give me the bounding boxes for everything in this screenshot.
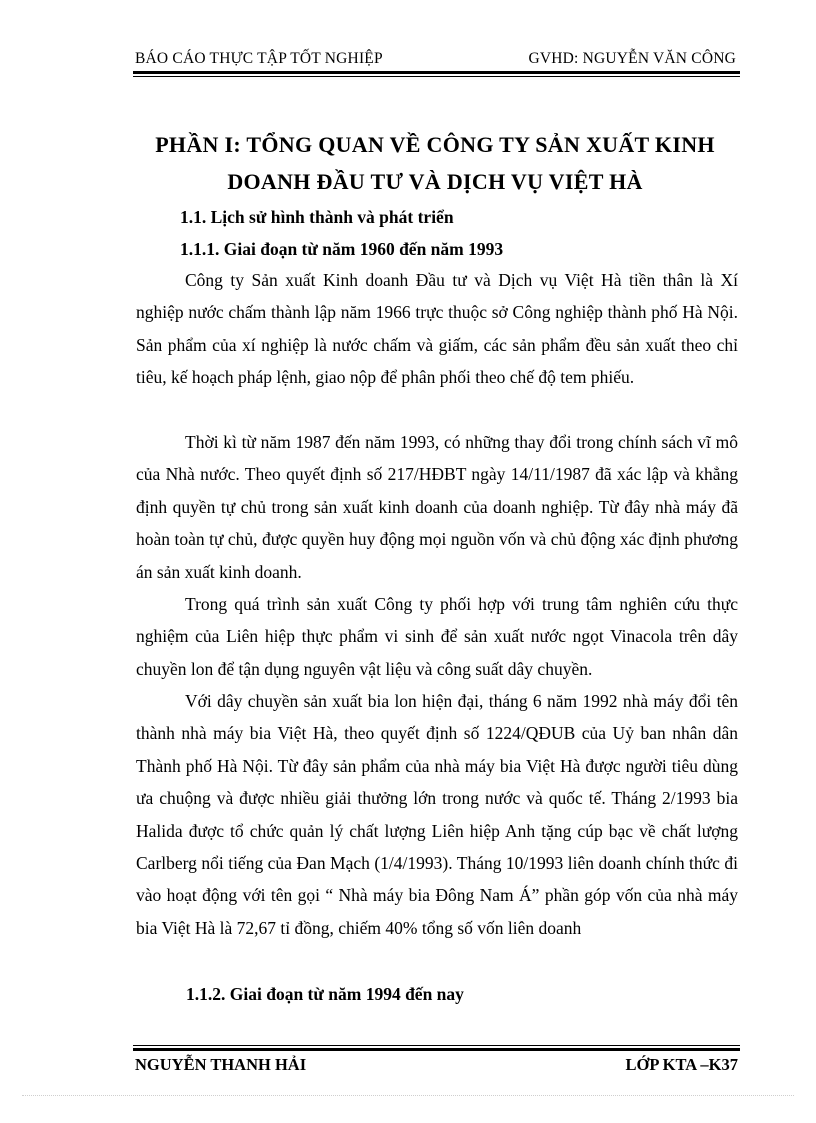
section-heading-1-1-1: 1.1.1. Giai đoạn từ năm 1960 đến năm 1993	[180, 239, 504, 259]
footer-class: LỚP KTA –K37	[625, 1055, 738, 1074]
page-footer	[135, 1055, 740, 1077]
page-bottom-dotted-line	[22, 1095, 794, 1096]
paragraph-4: Với dây chuyền sản xuất bia lon hiện đại, tháng 6 năm 1992 nhà máy đổi tên thành nhà máy bia Việt Hà, theo quyết định số 1224/QĐUB của Uỷ ban nhân dân Thành phố Hà Nội. Từ đây sản phẩm của nhà máy bia Việt Hà được người tiêu dùng ưa chuộng và được nhiều giải thưởng lớn trong nước và quốc tế. Tháng 2/1993 bia Halida được tổ chức quản lý chất lượng Liên hiệp Anh tặng cúp bạc về chất lượng Carlberg nổi tiếng của Đan Mạch (1/4/1993). Tháng 10/1993 liên doanh chính thức đi vào hoạt động với tên gọi “ Nhà máy bia Đông Nam Á” phần góp vốn của nhà máy bia Việt Hà là 72,67 tỉ đồng, chiếm 40% tổng số vốn liên doanh	[136, 691, 738, 938]
section-heading-1-1: 1.1. Lịch sử hình thành và phát triển	[180, 207, 454, 227]
section-heading-1-1-2: 1.1.2. Giai đoạn từ năm 1994 đến nay	[186, 984, 464, 1004]
header-rule-thin	[133, 76, 740, 77]
footer-rule-thick	[133, 1048, 740, 1051]
header-supervisor: GVHD: NGUYỄN VĂN CÔNG	[528, 50, 736, 67]
part-title	[120, 126, 750, 200]
part-title-line-1: PHẦN I: TỔNG QUAN VỀ CÔNG TY SẢN XUẤT KINH	[155, 132, 715, 157]
header-report-title: BÁO CÁO THỰC TẬP TỐT NGHIỆP	[135, 50, 383, 67]
paragraph-3: Trong quá trình sản xuất Công ty phối hợp với trung tâm nghiên cứu thực nghiệm của Liên hiệp thực phẩm vi sinh để sản xuất nước ngọt Vinacola trên dây chuyền lon để tận dụng nguyên vật liệu và công suất dây chuyền.	[136, 594, 738, 679]
footer-author: NGUYỄN THANH HẢI	[135, 1055, 307, 1074]
paragraph-2: Thời kì từ năm 1987 đến năm 1993, có những thay đổi trong chính sách vĩ mô của Nhà nước. Theo quyết định số 217/HĐBT ngày 14/11/1987 đã xác lập và khẳng định quyền tự chủ trong sản xuất kinh doanh của doanh nghiệp. Từ đây nhà máy đã hoàn toàn tự chủ, được quyền huy động mọi nguồn vốn và chủ động xác định phương án sản xuất kinh doanh.	[136, 432, 738, 582]
header-rule-thick	[133, 71, 740, 74]
part-title-line-2: DOANH ĐẦU TƯ VÀ DỊCH VỤ VIỆT HÀ	[227, 169, 643, 194]
footer-rule-thin	[133, 1045, 740, 1046]
paragraph-1: Công ty Sản xuất Kinh doanh Đầu tư và Dịch vụ Việt Hà tiền thân là Xí nghiệp nước chấm thành lập năm 1966 trực thuộc sở Công nghiệp thành phố Hà Nội. Sản phẩm của xí nghiệp là nước chấm và giấm, các sản phẩm đều sản xuất theo chỉ tiêu, kế hoạch pháp lệnh, giao nộp để phân phối theo chế độ tem phiếu.	[136, 270, 738, 388]
page-header	[135, 50, 740, 70]
